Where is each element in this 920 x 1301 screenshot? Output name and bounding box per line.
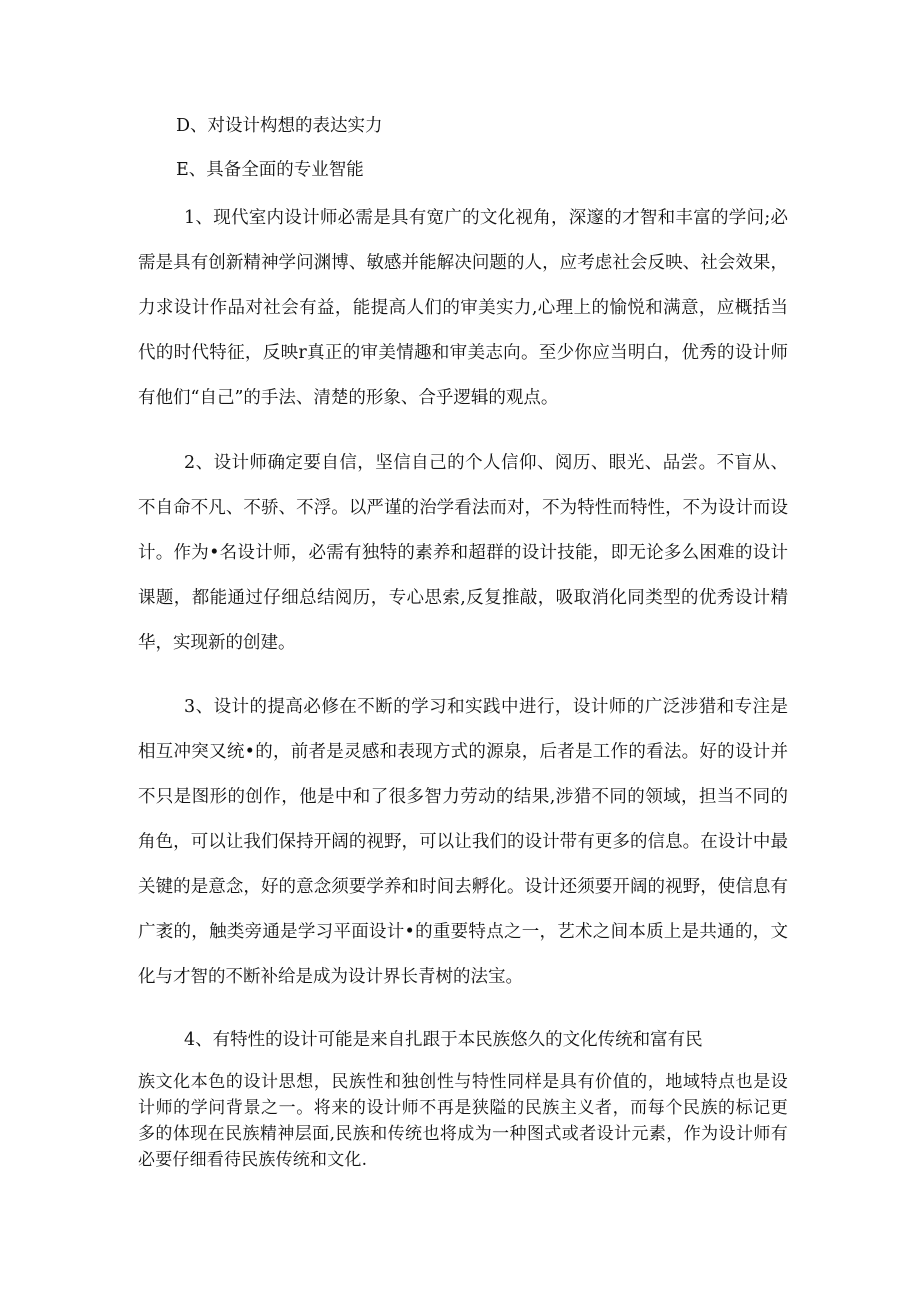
paragraph-4-continuation: 族文化本色的设计思想，民族性和独创性与特性同样是具有价值的，地域特点也是设计师的学问背景之一。将来的设计师不再是狭隘的民族主义者，而每个民族的标记更多的体现在民族精神层面,民族和传统也将成为一种图式或者设计元素，作为设计师有必要仔细看待民族传统和文化. — [138, 1072, 788, 1170]
paragraph-1: 1、现代室内设计师必需是具有宽广的文化视角，深邃的才智和丰富的学问;必需是具有创新精神学问渊博、敏感并能解决问题的人，应考虑社会反映、社会效果，力求设计作品对社会有益，能提高人们的审美实力,心理上的愉悦和满意，应概括当代的时代特征，反映r真正的审美情趣和审美志向。至少你应当明白，优秀的设计师有他们“自己”的手法、清楚的形象、合乎逻辑的观点。 — [138, 208, 788, 408]
list-item-e: E、具备全面的专业智能 — [176, 160, 364, 180]
paragraph-2: 2、设计师确定要自信，坚信自己的个人信仰、阅历、眼光、品尝。不盲从、不自命不凡、不骄、不浮。以严谨的治学看法而对，不为特性而特性，不为设计而设计。作为•名设计师，必需有独特的素养和超群的设计技能，即无论多么困难的设计课题，都能通过仔细总结阅历，专心思索,反复推敲，吸取消化同类型的优秀设计精华，实现新的创建。 — [138, 453, 788, 653]
list-item-d: D、对设计构想的表达实力 — [176, 116, 383, 136]
paragraph-3: 3、设计的提高必修在不断的学习和实践中进行，设计师的广泛涉猎和专注是相互冲突又统•的，前者是灵感和表现方式的源泉，后者是工作的看法。好的设计并不只是图形的创作，他是中和了很多智力劳动的结果,涉猎不同的领域，担当不同的角色，可以让我们保持开阔的视野，可以让我们的设计带有更多的信息。在设计中最关键的是意念，好的意念须要学养和时间去孵化。设计还须要开阔的视野，使信息有广袤的，触类旁通是学习平面设计•的重要特点之一，艺术之间本质上是共通的，文化与才智的不断补给是成为设计界长青树的法宝。 — [138, 697, 788, 987]
paragraph-4: 4、有特性的设计可能是来自扎跟于本民族悠久的文化传统和富有民 — [184, 1030, 703, 1050]
